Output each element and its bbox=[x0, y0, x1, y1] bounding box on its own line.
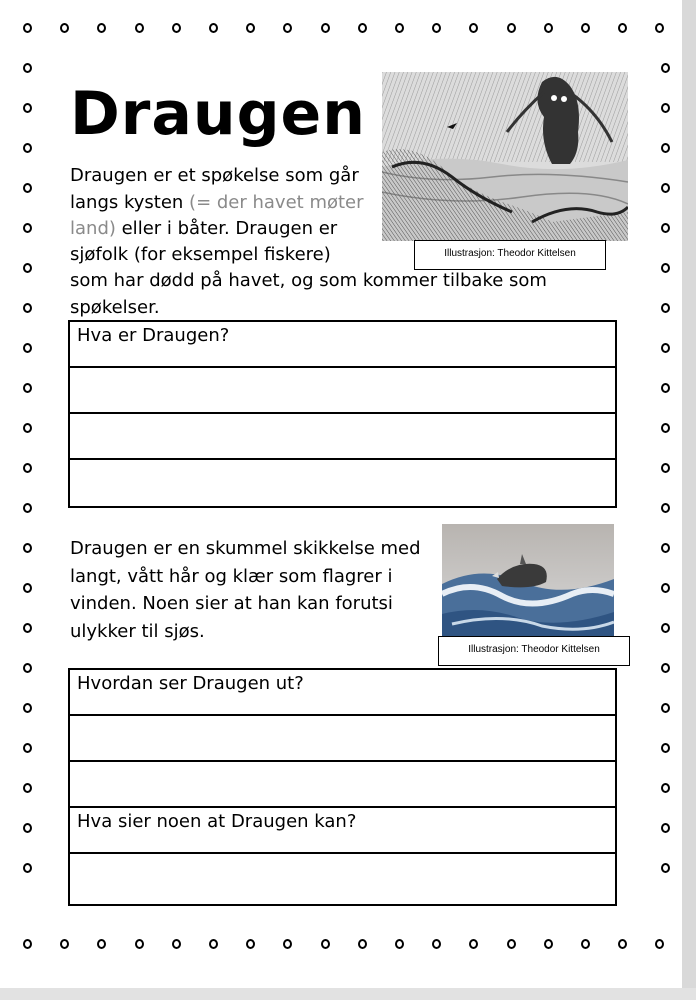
answer-row[interactable] bbox=[70, 414, 615, 460]
border-dot bbox=[23, 183, 32, 193]
description-line: Draugen er en skummel skikkelse med bbox=[70, 538, 421, 559]
border-dot bbox=[135, 939, 144, 949]
border-dot bbox=[321, 939, 330, 949]
border-dot bbox=[321, 23, 330, 33]
question-row: Hva sier noen at Draugen kan? bbox=[70, 808, 615, 854]
border-dot bbox=[661, 103, 670, 113]
answer-row[interactable] bbox=[70, 716, 615, 762]
border-dot bbox=[661, 703, 670, 713]
border-dot bbox=[23, 823, 32, 833]
border-dot bbox=[661, 423, 670, 433]
border-dot bbox=[661, 623, 670, 633]
page-title: Draugen bbox=[70, 79, 366, 149]
border-dot bbox=[661, 223, 670, 233]
intro-line: spøkelser. bbox=[70, 297, 160, 318]
border-dot bbox=[23, 263, 32, 273]
border-dot bbox=[23, 103, 32, 113]
intro-line: sjøfolk (for eksempel fiskere) bbox=[70, 244, 331, 265]
border-dot bbox=[23, 383, 32, 393]
border-dot bbox=[581, 939, 590, 949]
image-caption: Illustrasjon: Theodor Kittelsen bbox=[438, 636, 630, 666]
border-dot bbox=[23, 223, 32, 233]
border-dot bbox=[23, 663, 32, 673]
border-dot bbox=[661, 783, 670, 793]
border-dot bbox=[661, 583, 670, 593]
border-dot bbox=[661, 823, 670, 833]
answer-row[interactable] bbox=[70, 460, 615, 506]
border-dot bbox=[209, 939, 218, 949]
border-dot bbox=[23, 583, 32, 593]
border-dot bbox=[544, 939, 553, 949]
question-table bbox=[68, 668, 617, 906]
border-dot bbox=[23, 743, 32, 753]
description-line: ulykker til sjøs. bbox=[70, 621, 205, 642]
border-dot bbox=[23, 543, 32, 553]
border-dot bbox=[23, 939, 32, 949]
border-dot bbox=[661, 63, 670, 73]
border-dot bbox=[23, 423, 32, 433]
border-dot bbox=[661, 143, 670, 153]
page-edge-bottom bbox=[0, 988, 696, 1000]
border-dot bbox=[544, 23, 553, 33]
border-dot bbox=[23, 143, 32, 153]
question-table bbox=[68, 320, 617, 508]
question-row: Hvordan ser Draugen ut? bbox=[70, 670, 615, 716]
border-dot bbox=[661, 463, 670, 473]
border-dot bbox=[661, 743, 670, 753]
intro-line: som har dødd på havet, og som kommer tilbake som bbox=[70, 270, 547, 291]
border-dot bbox=[172, 939, 181, 949]
intro-line: langs kysten (= der havet møter bbox=[70, 192, 364, 213]
border-dot bbox=[358, 939, 367, 949]
border-dot bbox=[23, 303, 32, 313]
border-dot bbox=[661, 663, 670, 673]
answer-row[interactable] bbox=[70, 368, 615, 414]
description-line: vinden. Noen sier at han kan forutsi bbox=[70, 593, 393, 614]
image-caption: Illustrasjon: Theodor Kittelsen bbox=[414, 240, 606, 270]
border-dot bbox=[358, 23, 367, 33]
border-dot bbox=[23, 623, 32, 633]
question-row: Hva er Draugen? bbox=[70, 322, 615, 368]
intro-line: land) eller i båter. Draugen er bbox=[70, 218, 338, 239]
border-dot bbox=[172, 23, 181, 33]
border-dot bbox=[661, 343, 670, 353]
border-dot bbox=[395, 939, 404, 949]
draugen-illustration-image bbox=[382, 72, 628, 241]
page-edge bbox=[682, 0, 696, 1000]
sea-boat-illustration-image bbox=[442, 524, 614, 636]
border-dot bbox=[23, 63, 32, 73]
border-dot bbox=[135, 23, 144, 33]
border-dot bbox=[23, 463, 32, 473]
border-dot bbox=[661, 383, 670, 393]
border-dot bbox=[23, 863, 32, 873]
border-dot bbox=[581, 23, 590, 33]
border-dot bbox=[661, 503, 670, 513]
border-dot bbox=[661, 263, 670, 273]
border-dot bbox=[661, 863, 670, 873]
border-dot bbox=[661, 183, 670, 193]
border-dot bbox=[209, 23, 218, 33]
border-dot bbox=[23, 783, 32, 793]
answer-row[interactable] bbox=[70, 854, 615, 900]
border-dot bbox=[507, 939, 516, 949]
border-dot bbox=[661, 543, 670, 553]
border-dot bbox=[661, 303, 670, 313]
border-dot bbox=[23, 23, 32, 33]
border-dot bbox=[395, 23, 404, 33]
intro-line: Draugen er et spøkelse som går bbox=[70, 165, 359, 186]
border-dot bbox=[23, 343, 32, 353]
border-dot bbox=[507, 23, 516, 33]
border-dot bbox=[23, 703, 32, 713]
answer-row[interactable] bbox=[70, 762, 615, 808]
border-dot bbox=[23, 503, 32, 513]
description-line: langt, vått hår og klær som flagrer i bbox=[70, 566, 393, 587]
